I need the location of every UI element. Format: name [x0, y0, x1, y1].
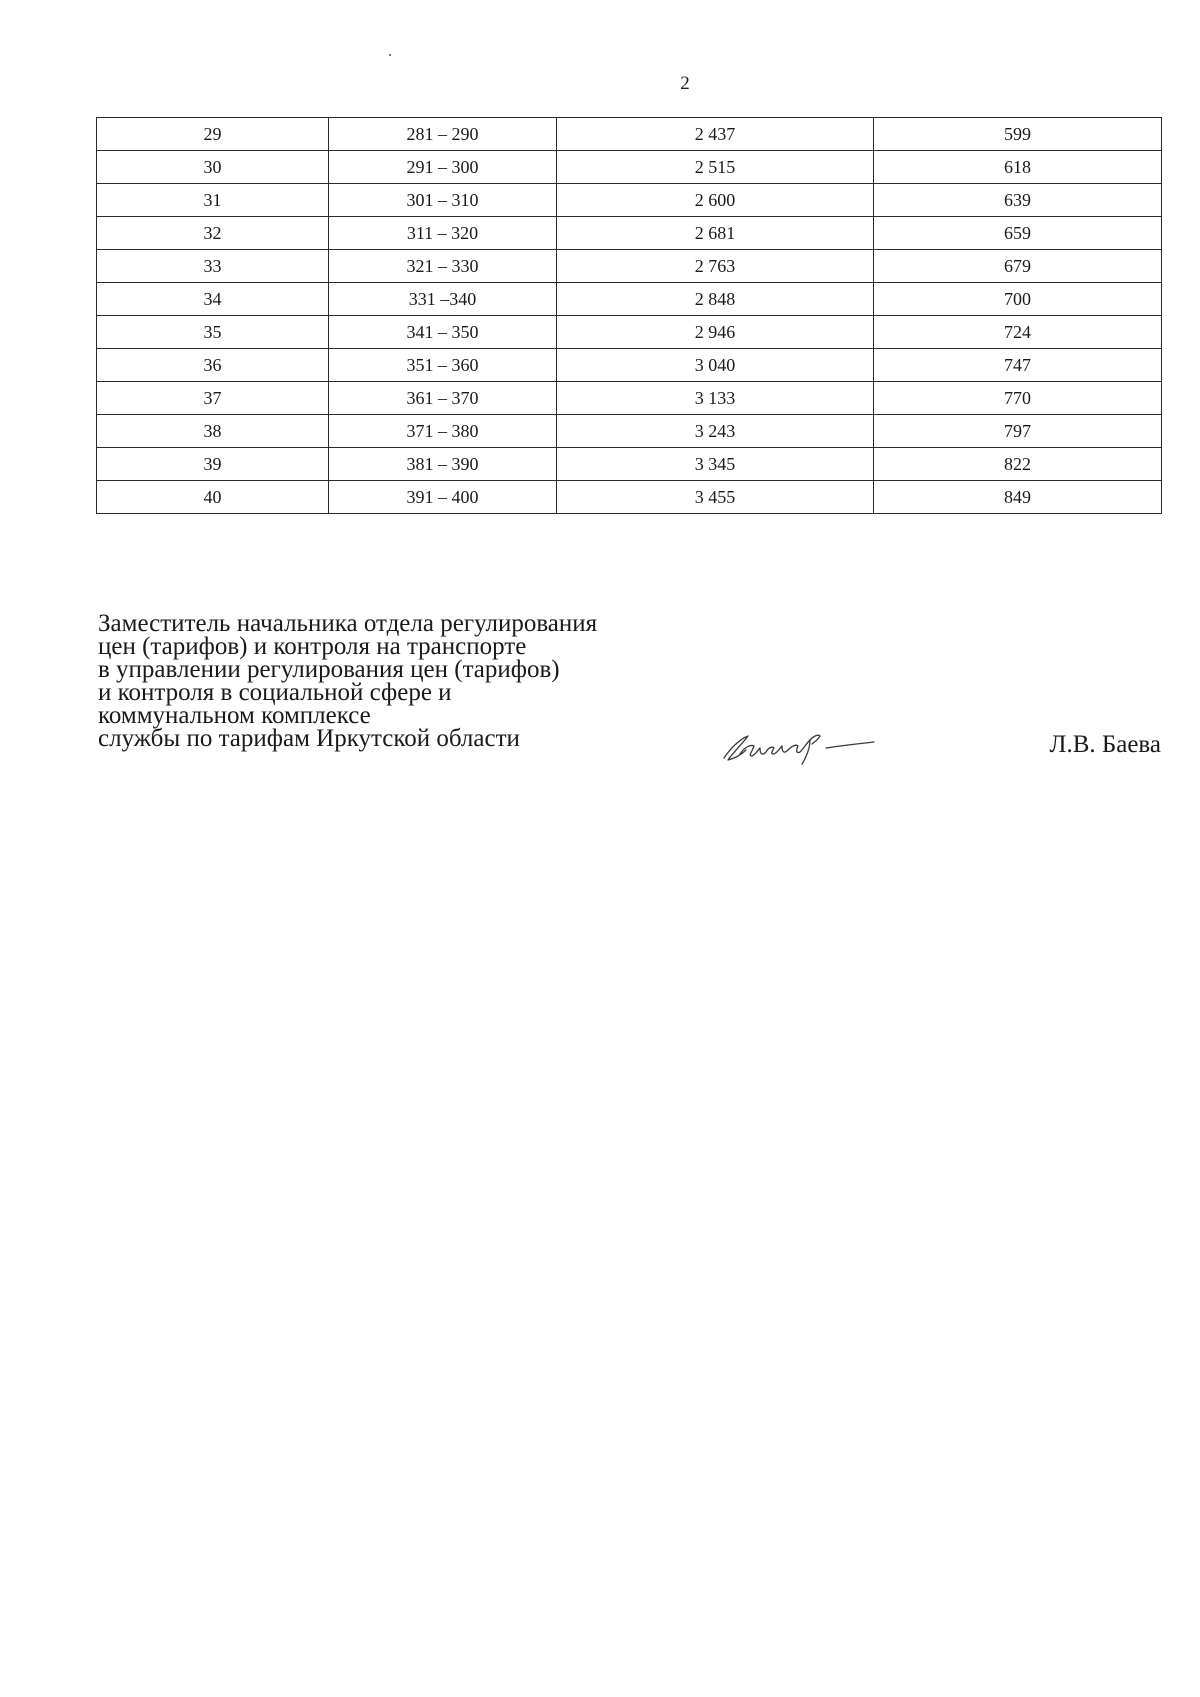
- cell-number: 38: [97, 415, 329, 448]
- signatory-title-line: цен (тарифов) и контроля на транспорте: [98, 633, 527, 660]
- cell-range: 291 – 300: [329, 151, 557, 184]
- table-row: [97, 415, 1162, 448]
- cell-value-a: 3 455: [557, 481, 874, 514]
- signatory-title: [98, 612, 597, 750]
- cell-value-b: 724: [874, 316, 1162, 349]
- table-row: [97, 481, 1162, 514]
- cell-value-b: 770: [874, 382, 1162, 415]
- cell-value-b: 639: [874, 184, 1162, 217]
- signatory-title-line: Заместитель начальника отдела регулирования: [98, 610, 598, 637]
- cell-value-a: 2 600: [557, 184, 874, 217]
- cell-value-a: 3 243: [557, 415, 874, 448]
- cell-value-a: 2 848: [557, 283, 874, 316]
- cell-range: 331 –340: [329, 283, 557, 316]
- cell-number: 29: [97, 118, 329, 151]
- signer-name: Л.В. Баева: [1049, 731, 1161, 758]
- cell-value-b: 747: [874, 349, 1162, 382]
- table-row: [97, 217, 1162, 250]
- tariff-table-body: [97, 118, 1162, 514]
- table-row: [97, 250, 1162, 283]
- cell-value-b: 679: [874, 250, 1162, 283]
- cell-value-a: 2 763: [557, 250, 874, 283]
- table-row: [97, 316, 1162, 349]
- cell-value-b: 618: [874, 151, 1162, 184]
- cell-range: 371 – 380: [329, 415, 557, 448]
- cell-number: 33: [97, 250, 329, 283]
- cell-range: 361 – 370: [329, 382, 557, 415]
- cell-range: 391 – 400: [329, 481, 557, 514]
- cell-value-b: 599: [874, 118, 1162, 151]
- cell-value-b: 797: [874, 415, 1162, 448]
- cell-value-a: 3 345: [557, 448, 874, 481]
- signatory-title-line: коммунальном комплексе: [98, 702, 371, 729]
- table-row: [97, 448, 1162, 481]
- table-row: [97, 349, 1162, 382]
- cell-value-a: 2 681: [557, 217, 874, 250]
- cell-number: 37: [97, 382, 329, 415]
- cell-value-a: 2 946: [557, 316, 874, 349]
- table-row: [97, 283, 1162, 316]
- table-row: [97, 118, 1162, 151]
- cell-number: 40: [97, 481, 329, 514]
- cell-value-a: 3 133: [557, 382, 874, 415]
- cell-value-a: 2 437: [557, 118, 874, 151]
- signatory-title-line: в управлении регулирования цен (тарифов): [98, 656, 560, 683]
- scan-dot: [389, 54, 391, 56]
- cell-number: 31: [97, 184, 329, 217]
- table-row: [97, 184, 1162, 217]
- cell-range: 381 – 390: [329, 448, 557, 481]
- cell-range: 351 – 360: [329, 349, 557, 382]
- cell-range: 341 – 350: [329, 316, 557, 349]
- table-row: [97, 382, 1162, 415]
- cell-number: 35: [97, 316, 329, 349]
- cell-number: 34: [97, 283, 329, 316]
- cell-value-b: 822: [874, 448, 1162, 481]
- cell-range: 311 – 320: [329, 217, 557, 250]
- cell-number: 39: [97, 448, 329, 481]
- cell-range: 281 – 290: [329, 118, 557, 151]
- cell-value-b: 849: [874, 481, 1162, 514]
- page-number: 2: [680, 73, 690, 94]
- signatory-title-line: и контроля в социальной сфере и: [98, 679, 452, 706]
- cell-range: 301 – 310: [329, 184, 557, 217]
- cell-number: 36: [97, 349, 329, 382]
- table-row: [97, 151, 1162, 184]
- cell-value-b: 700: [874, 283, 1162, 316]
- cell-value-b: 659: [874, 217, 1162, 250]
- tariff-table: [96, 117, 1162, 514]
- cell-number: 32: [97, 217, 329, 250]
- cell-value-a: 3 040: [557, 349, 874, 382]
- cell-number: 30: [97, 151, 329, 184]
- cell-value-a: 2 515: [557, 151, 874, 184]
- signatory-title-line: службы по тарифам Иркутской области: [98, 725, 520, 752]
- cell-range: 321 – 330: [329, 250, 557, 283]
